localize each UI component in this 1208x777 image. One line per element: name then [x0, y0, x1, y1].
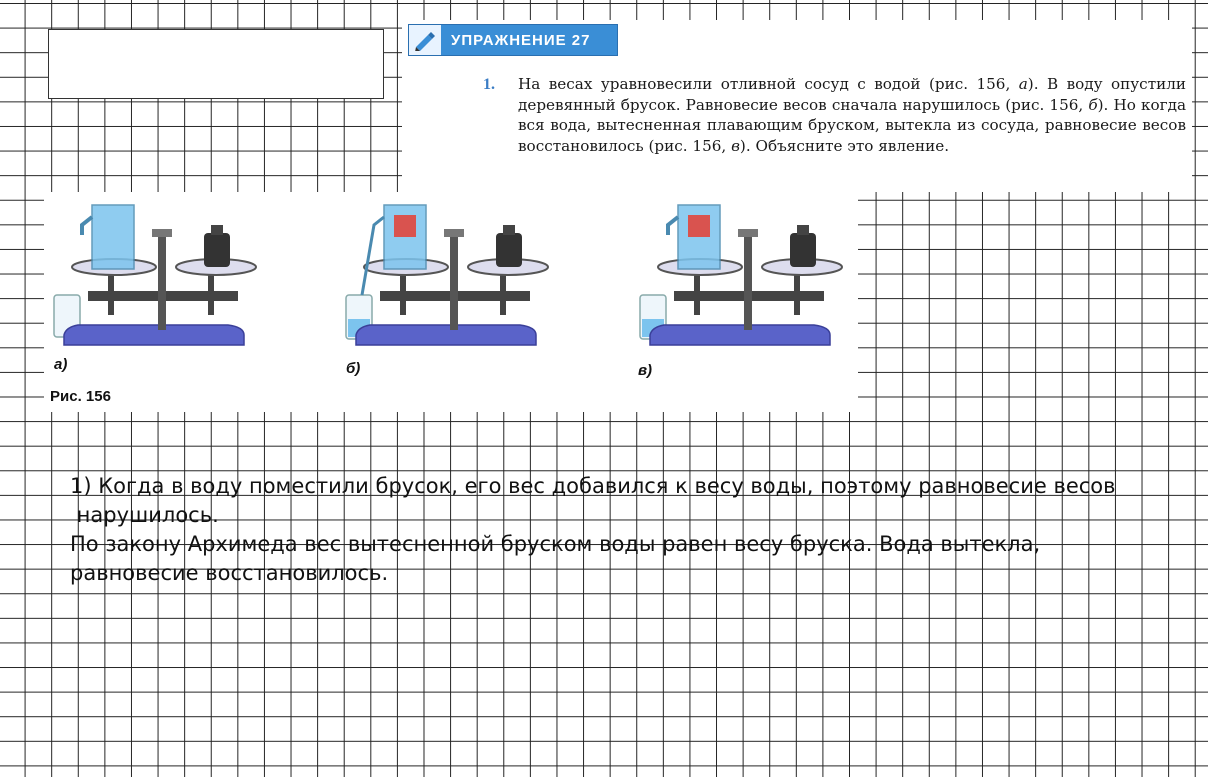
answer-line-1: 1) Когда в воду поместили брусок, его вес добавился к весу воды, поэтому равновесие весов [70, 474, 1116, 498]
answer-line-2: нарушилось. [70, 503, 219, 527]
name-box [48, 29, 384, 99]
figure-label-c: в) [638, 362, 653, 379]
pencil-icon [409, 25, 441, 55]
answer-line-4: равновесие восстановилось. [70, 561, 389, 585]
figure-caption: Рис. 156 [50, 388, 111, 405]
figure-label-b: б) [346, 360, 361, 377]
scale-illustration-b [340, 195, 550, 355]
figure-label-a: а) [54, 356, 68, 373]
answer-line-3: По закону Архимеда вес вытесненной бруском воды равен весу бруска. Вода вытекла, [70, 532, 1041, 556]
exercise-header [408, 24, 618, 56]
scale-illustration-a [48, 195, 258, 355]
exercise-title: УПРАЖНЕНИЕ 27 [451, 31, 591, 49]
scale-illustration-c [634, 195, 844, 355]
task-text: На весах уравновесили отливной сосуд с водой (рис. 156, а). В воду опустили деревянный брусок. Равновесие весов сначала нарушилось (рис. 156, б). Но когда вся вода, вытесненная плавающим бруском, вытекла из сосуда, равновесие весов восстановилось (рис. 156, в). Объясните это явление. [518, 75, 1186, 155]
answer-text [70, 472, 1150, 588]
task-number: 1. [483, 76, 495, 93]
